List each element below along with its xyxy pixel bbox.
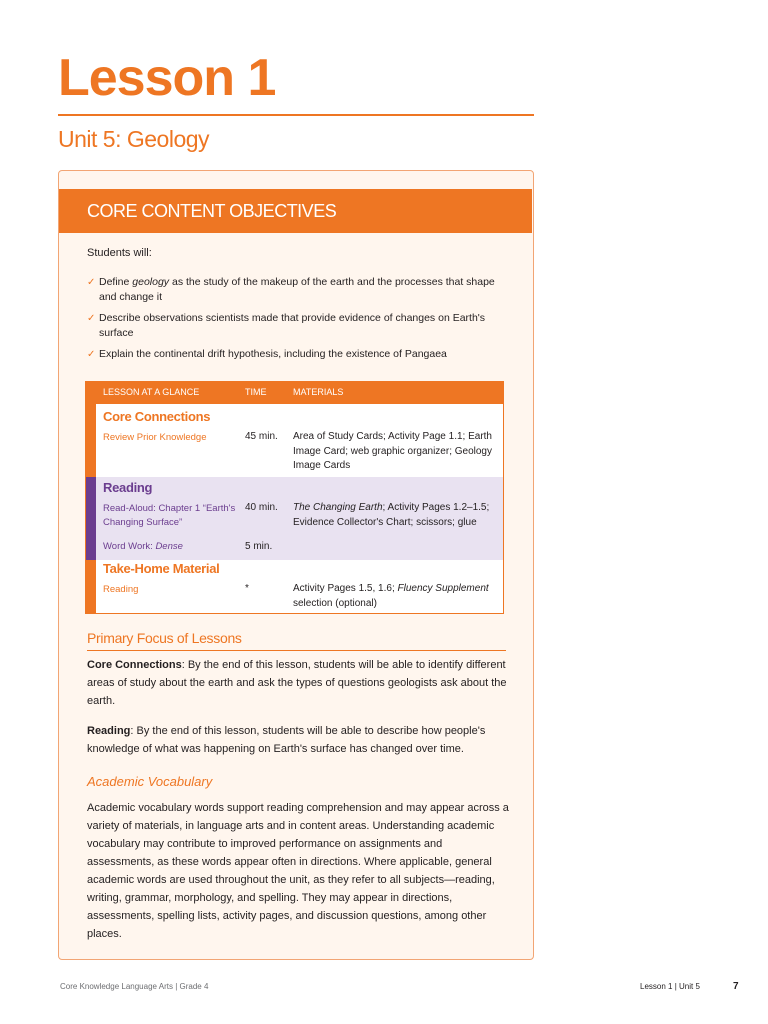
word-work-prefix: Word Work: (103, 541, 156, 552)
word-work-time: 5 min. (245, 541, 273, 552)
footer-lesson-unit: Lesson 1 | Unit 5 (640, 982, 700, 991)
take-home-reading-label: Reading (103, 584, 139, 595)
checkmark-icon: ✓ (87, 349, 96, 360)
review-prior-knowledge-label: Review Prior Knowledge (103, 432, 207, 443)
academic-vocabulary-paragraph: Academic vocabulary words support reading comprehension and may appear across a variety of materials, in language arts and in content areas. Understanding academic vocabulary may contribute to improved performance on assignments and assessments, as these words appear often in directions. Where applicable, general academic words are used throughout the unit, as they refer to all subjects—reading, writing, grammar, morphology, and spelling. They may appear in directions, assessments, spelling lists, activity pages, and discussion questions, among other places. (87, 802, 509, 940)
core-connections-focus-text: : By the end of this lesson, students will be able to identify different areas of study about the earth and ask the types of questions geologists ask about the earth. (87, 659, 507, 707)
fluency-supplement-title: Fluency Supplement (397, 583, 489, 594)
primary-focus-divider (87, 650, 506, 651)
objectives-list (87, 275, 507, 368)
core-connections-label: Core Connections (103, 409, 211, 424)
take-home-materials-suffix: selection (optional) (293, 597, 377, 609)
core-connections-focus-paragraph (87, 656, 509, 710)
core-connections-focus-label: Core Connections (87, 659, 182, 671)
objective-item (87, 347, 507, 362)
objective-text: as the study of the makeup of the earth and the processes that shape and change it (99, 276, 495, 303)
reading-label: Reading (103, 480, 153, 495)
objective-item (87, 311, 507, 341)
objective-item (87, 275, 507, 305)
header-time: TIME (245, 387, 267, 397)
objective-term: geology (132, 276, 170, 288)
take-home-time: * (245, 583, 249, 594)
core-connections-stripe (86, 404, 96, 477)
title-divider (58, 114, 534, 116)
objectives-intro: Students will: (87, 247, 152, 259)
primary-focus-title: Primary Focus of Lessons (87, 630, 242, 646)
book-title: The Changing Earth (293, 502, 383, 513)
footer-publisher: Core Knowledge Language Arts | Grade 4 (60, 982, 209, 991)
reading-stripe (86, 477, 96, 560)
objective-text: Describe observations scientists made that provide evidence of changes on Earth's surface (99, 312, 486, 339)
take-home-stripe (86, 560, 96, 613)
table-header-row (86, 382, 503, 404)
lesson-at-a-glance-table (85, 381, 504, 614)
take-home-materials (293, 582, 501, 611)
objectives-panel (58, 170, 534, 960)
academic-vocabulary-title: Academic Vocabulary (87, 774, 213, 789)
read-aloud-materials-text: ; Activity Pages 1.2–1.5; Evidence Collector's Chart; scissors; glue (293, 502, 490, 528)
take-home-label: Take-Home Material (103, 561, 220, 576)
take-home-materials-text: Activity Pages 1.5, 1.6; (293, 583, 398, 594)
core-objectives-heading: CORE CONTENT OBJECTIVES (87, 201, 337, 221)
read-aloud-label: Read-Aloud: Chapter 1 “Earth's Changing Surface” (103, 503, 236, 528)
page-number: 7 (733, 981, 739, 992)
read-aloud-materials (293, 501, 501, 530)
read-aloud-time: 40 min. (245, 502, 278, 513)
word-work-term: Dense (155, 541, 183, 552)
reading-focus-paragraph (87, 722, 509, 758)
header-lesson: LESSON AT A GLANCE (103, 387, 200, 397)
core-connections-materials: Area of Study Cards; Activity Page 1.1; Earth Image Card; web graphic organizer; Geology Image Cards (293, 431, 492, 471)
word-work-label (103, 540, 183, 554)
checkmark-icon: ✓ (87, 313, 96, 324)
core-objectives-header (59, 189, 532, 233)
objective-text: Define (99, 276, 133, 288)
unit-title: Unit 5: Geology (58, 126, 210, 152)
objective-text: Explain the continental drift hypothesis, including the existence of Pangaea (99, 348, 447, 360)
header-materials: MATERIALS (293, 387, 344, 397)
lesson-title: Lesson 1 (58, 49, 276, 107)
core-connections-time: 45 min. (245, 431, 278, 442)
reading-focus-label: Reading (87, 725, 131, 737)
reading-focus-text: : By the end of this lesson, students will be able to describe how people's knowledge of what was happening on Earth's surface has changed over time. (87, 725, 486, 755)
checkmark-icon: ✓ (87, 277, 96, 288)
